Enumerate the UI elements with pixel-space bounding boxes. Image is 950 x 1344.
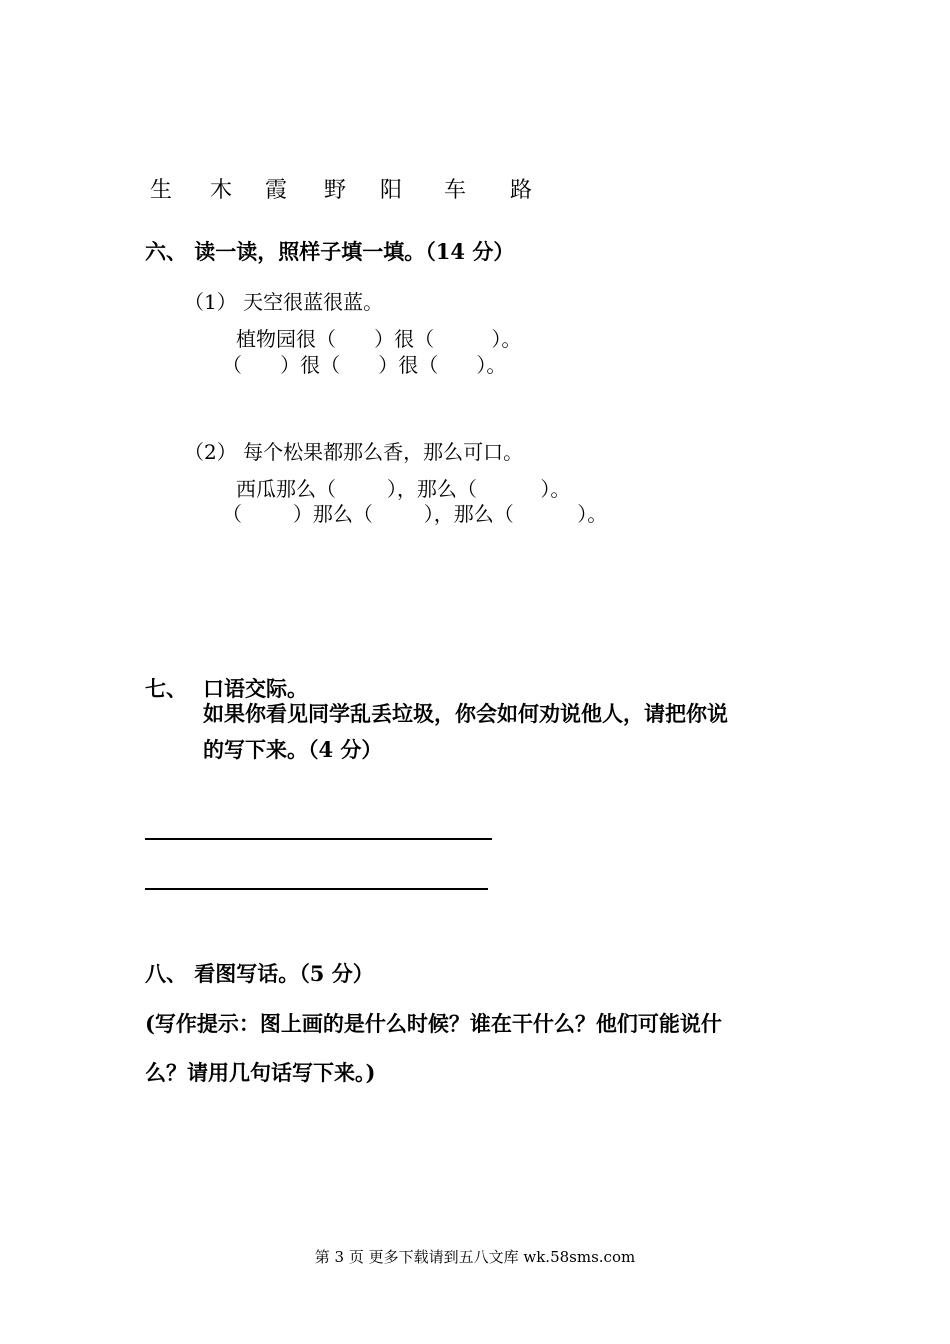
answer-line-1[interactable]	[145, 838, 492, 840]
section7-title: 口语交际。	[203, 676, 308, 701]
char-5: 阳	[380, 178, 403, 203]
char-7: 路	[510, 178, 533, 203]
section8-hint-line2: 么？请用几句话写下来。)	[145, 1060, 376, 1085]
section7-prompt-line1: 如果你看见同学乱丢垃圾，你会如何劝说他人，请把你说	[203, 701, 728, 726]
section6-q1-line1: 植物园很（ ）很（ ）。	[236, 327, 522, 351]
page-footer: 第 3 页 更多下载请到五八文库 wk.58sms.com	[314, 1248, 636, 1266]
section6-q2-line1: 西瓜那么（ ），那么（ ）。	[236, 477, 571, 501]
section7-prompt-line2: 的写下来。（4 分）	[203, 737, 383, 762]
section6-q2-line2: （ ）那么（ ），那么（ ）。	[222, 502, 608, 526]
answer-line-2[interactable]	[145, 888, 488, 890]
section7-number: 七、	[145, 676, 187, 701]
char-2: 木	[210, 178, 233, 203]
section8-hint-line1: (写作提示：图上画的是什么时候？谁在干什么？他们可能说什	[145, 1011, 722, 1036]
section6-q1-line2: （ ）很（ ）很（ ）。	[222, 353, 507, 377]
section6-q1-label: （1） 天空很蓝很蓝。	[184, 290, 384, 314]
character-row	[0, 173, 950, 203]
char-3: 霞	[265, 178, 288, 203]
section8-heading: 八、 看图写话。（5 分）	[145, 961, 374, 986]
char-1: 生	[150, 178, 173, 203]
section6-heading: 六、 读一读，照样子填一填。（14 分）	[145, 239, 515, 264]
char-4: 野	[324, 178, 347, 203]
char-6: 车	[444, 178, 467, 203]
section6-q2-label: （2） 每个松果都那么香，那么可口。	[184, 440, 524, 464]
